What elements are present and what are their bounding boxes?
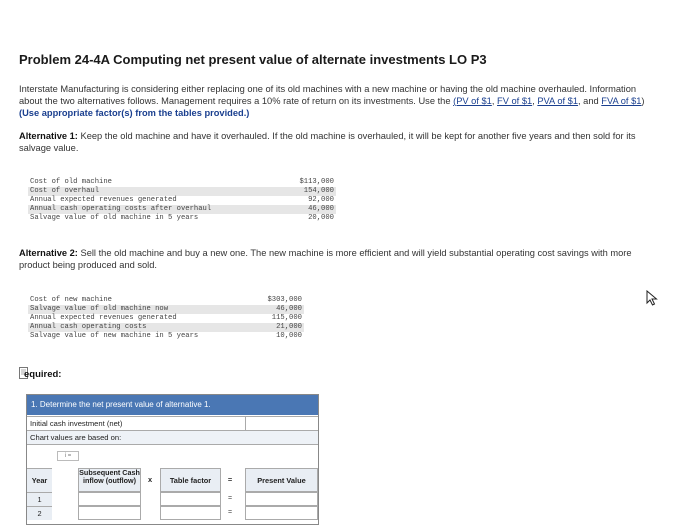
table-row [28,332,304,341]
row-label: Cost of new machine [30,296,112,304]
alternative-2-text: Sell the old machine and buy a new one. The new machine is more efficient and will yield substantial operating cost savings with more product being produced and sold. [19,248,632,270]
row-value: 115,000 [271,314,302,322]
alternative-2-label: Alternative 2: [19,248,78,258]
initial-investment-label: Initial cash investment (net) [30,419,123,428]
table-row [28,296,304,305]
row-value: 21,000 [276,323,302,331]
col-header-present-value: Present Value [245,468,318,492]
year-cell: 1 [27,492,52,506]
table-row [28,187,336,196]
row-value: 46,000 [308,205,334,213]
alternative-1-description [19,131,659,155]
row-label: Salvage value of new machine in 5 years [30,332,199,340]
row-value: 20,000 [308,214,334,222]
row-value: 92,000 [308,196,334,204]
factor-instruction: (Use appropriate factor(s) from the tables provided.) [19,107,250,118]
cash-flow-input[interactable] [78,492,141,506]
chart-basis-row [27,430,318,444]
year-cell: 2 [27,506,52,520]
alternative-2-description [19,248,659,272]
npv-worksheet [26,394,319,525]
fva-table-link[interactable]: FVA of $1 [601,95,642,106]
intro-sep: , [491,95,498,106]
table-row [28,323,304,332]
page-title: Problem 24-4A Computing net present value of alternate investments LO P3 [19,52,487,67]
table-row [28,205,336,214]
table-row [28,305,304,314]
present-value-input[interactable] [245,492,318,506]
table-row [28,178,336,187]
col-header-year: Year [27,468,52,492]
pv-table-link[interactable]: (PV of $1 [453,95,492,106]
alternative-2-data-table [28,296,304,346]
cash-flow-input[interactable] [78,506,141,520]
row-label: Salvage value of old machine in 5 years [30,214,199,222]
row-value: 46,000 [276,305,302,313]
intro-text: Interstate Manufacturing is considering either replacing one of its old machines with a new machine or having the old machine overhauled. Information about the two alternatives follows. Management requires a 10% rate of return on its investments. Use the [19,84,637,106]
required-label: equired: [24,369,62,380]
row-label: Annual cash operating costs after overhaul [30,205,212,213]
table-row [28,196,336,205]
initial-investment-input[interactable] [245,417,318,430]
row-value: $303,000 [267,296,302,304]
alternative-1-label: Alternative 1: [19,131,78,141]
col-header-table-factor: Table factor [160,468,221,492]
alternative-1-data-table [28,178,336,228]
pva-table-link[interactable]: PVA of $1 [537,95,579,106]
present-value-input[interactable] [245,506,318,520]
col-header-cash-flow: Subsequent Cash inflow (outflow) [78,468,141,492]
fv-table-link[interactable]: FV of $1 [497,95,533,106]
table-row [28,314,304,323]
row-value: 10,000 [276,332,302,340]
row-label: Annual expected revenues generated [30,314,177,322]
row-label: Salvage value of old machine now [30,305,169,313]
row-label: Annual expected revenues generated [30,196,177,204]
problem-intro [19,84,659,119]
worksheet-header: 1. Determine the net present value of alternative 1. [27,395,245,415]
table-factor-input[interactable] [160,492,221,506]
intro-sep: , and [578,95,602,106]
intro-sep: ) [641,95,645,106]
alternative-1-text: Keep the old machine and have it overhauled. If the old machine is overhauled, it will be kept for another five years and then sold for its salvage value. [19,131,636,153]
table-row [28,214,336,223]
multiply-symbol: x [147,475,153,484]
rate-input[interactable]: i = [57,451,79,461]
table-factor-input[interactable] [160,506,221,520]
mouse-cursor-icon [646,290,660,306]
worksheet-header-fill [245,395,318,415]
row-value: $113,000 [299,178,334,186]
intro-sep: , [532,95,538,106]
row-value: 154,000 [303,187,334,195]
chart-basis-label: Chart values are based on: [30,433,122,442]
equals-symbol: = [227,495,233,502]
row-label: Cost of overhaul [30,187,100,195]
table-row [27,506,318,520]
row-label: Cost of old machine [30,178,112,186]
initial-investment-row [27,416,318,430]
equals-symbol: = [227,475,233,484]
row-label: Annual cash operating costs [30,323,147,331]
equals-symbol: = [227,509,233,516]
table-row [27,492,318,506]
